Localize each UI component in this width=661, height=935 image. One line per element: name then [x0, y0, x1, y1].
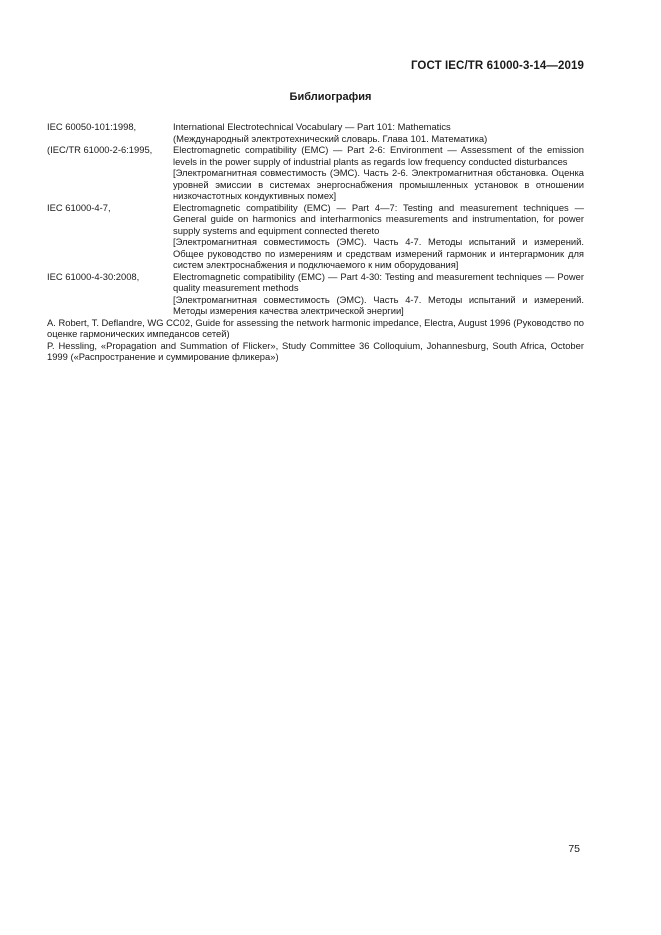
free-entry: A. Robert, T. Deflandre, WG CC02, Guide for assessing the network harmonic impedance, Electra, August 1996 (Руководство по оценке гармонических импедансов сетей) [47, 316, 585, 339]
bibliography-entry [47, 121, 584, 144]
entry-title-en: Electromagnetic compatibility (EMC) — Part 2-6: Environment — Assessment of the emission levels in the power supply of industrial plants as regards low frequency conducted disturbances [173, 144, 584, 167]
section-title: Библиография [289, 91, 372, 103]
entry-reference: IEC 60050-101:1998, [47, 121, 137, 132]
entry-title-ru: (Международный электротехнический словарь. Глава 101. Математика) [173, 132, 488, 144]
bibliography-list [47, 121, 584, 363]
entry-body [173, 271, 584, 317]
bibliography-free-entries [47, 317, 584, 363]
document-code-header: ГОСТ IEC/TR 61000-3-14—2019 [410, 60, 584, 72]
entry-title-en: Electromagnetic compatibility (EMC) — Part 4-30: Testing and measurement techniques — Power quality measurement methods [173, 270, 584, 293]
entry-title-en: International Electrotechnical Vocabulary — Part 101: Mathematics [173, 121, 451, 132]
bibliography-entry [47, 144, 584, 202]
entry-title-ru: [Электромагнитная совместимость (ЭМС). Часть 4-7. Методы испытаний и измерений. Общее руководство по измерениям и средствам измерений гармоник и интергармоник для систем электроснабжения и подключаемого к ним оборудования] [173, 236, 584, 270]
entry-body [173, 144, 584, 202]
entry-reference: (IEC/TR 61000-2-6:1995, [47, 144, 153, 155]
free-entry: P. Hessling, «Propagation and Summation of Flicker», Study Committee 36 Colloquium, Johannesburg, South Africa, October 1999 («Распространение и суммирование фликера») [47, 339, 584, 362]
entry-title-ru: [Электромагнитная совместимость (ЭМС). Часть 2-6. Электромагнитная обстановка. Оценка уровней эмиссии в системах энергоснабжения промышленных установок в отношении низкочастотных кондуктивных помех] [173, 167, 584, 201]
bibliography-entry [47, 202, 584, 271]
entry-title-en: Electromagnetic compatibility (EMC) — Part 4—7: Testing and measurement techniques — General guide on harmonics and interharmonics measurements and instrumentation, for power supply systems and equipment connected thereto [173, 201, 584, 236]
entry-title-ru: [Электромагнитная совместимость (ЭМС). Часть 4-7. Методы испытаний и измерений. Методы измерения качества электрической энергии] [173, 293, 584, 316]
entry-body [173, 121, 584, 144]
page-number: 75 [568, 843, 580, 855]
entry-reference: IEC 61000-4-7, [47, 201, 111, 213]
entry-body [173, 202, 584, 271]
entry-reference: IEC 61000-4-30:2008, [47, 270, 140, 282]
bibliography-entry [47, 271, 584, 317]
